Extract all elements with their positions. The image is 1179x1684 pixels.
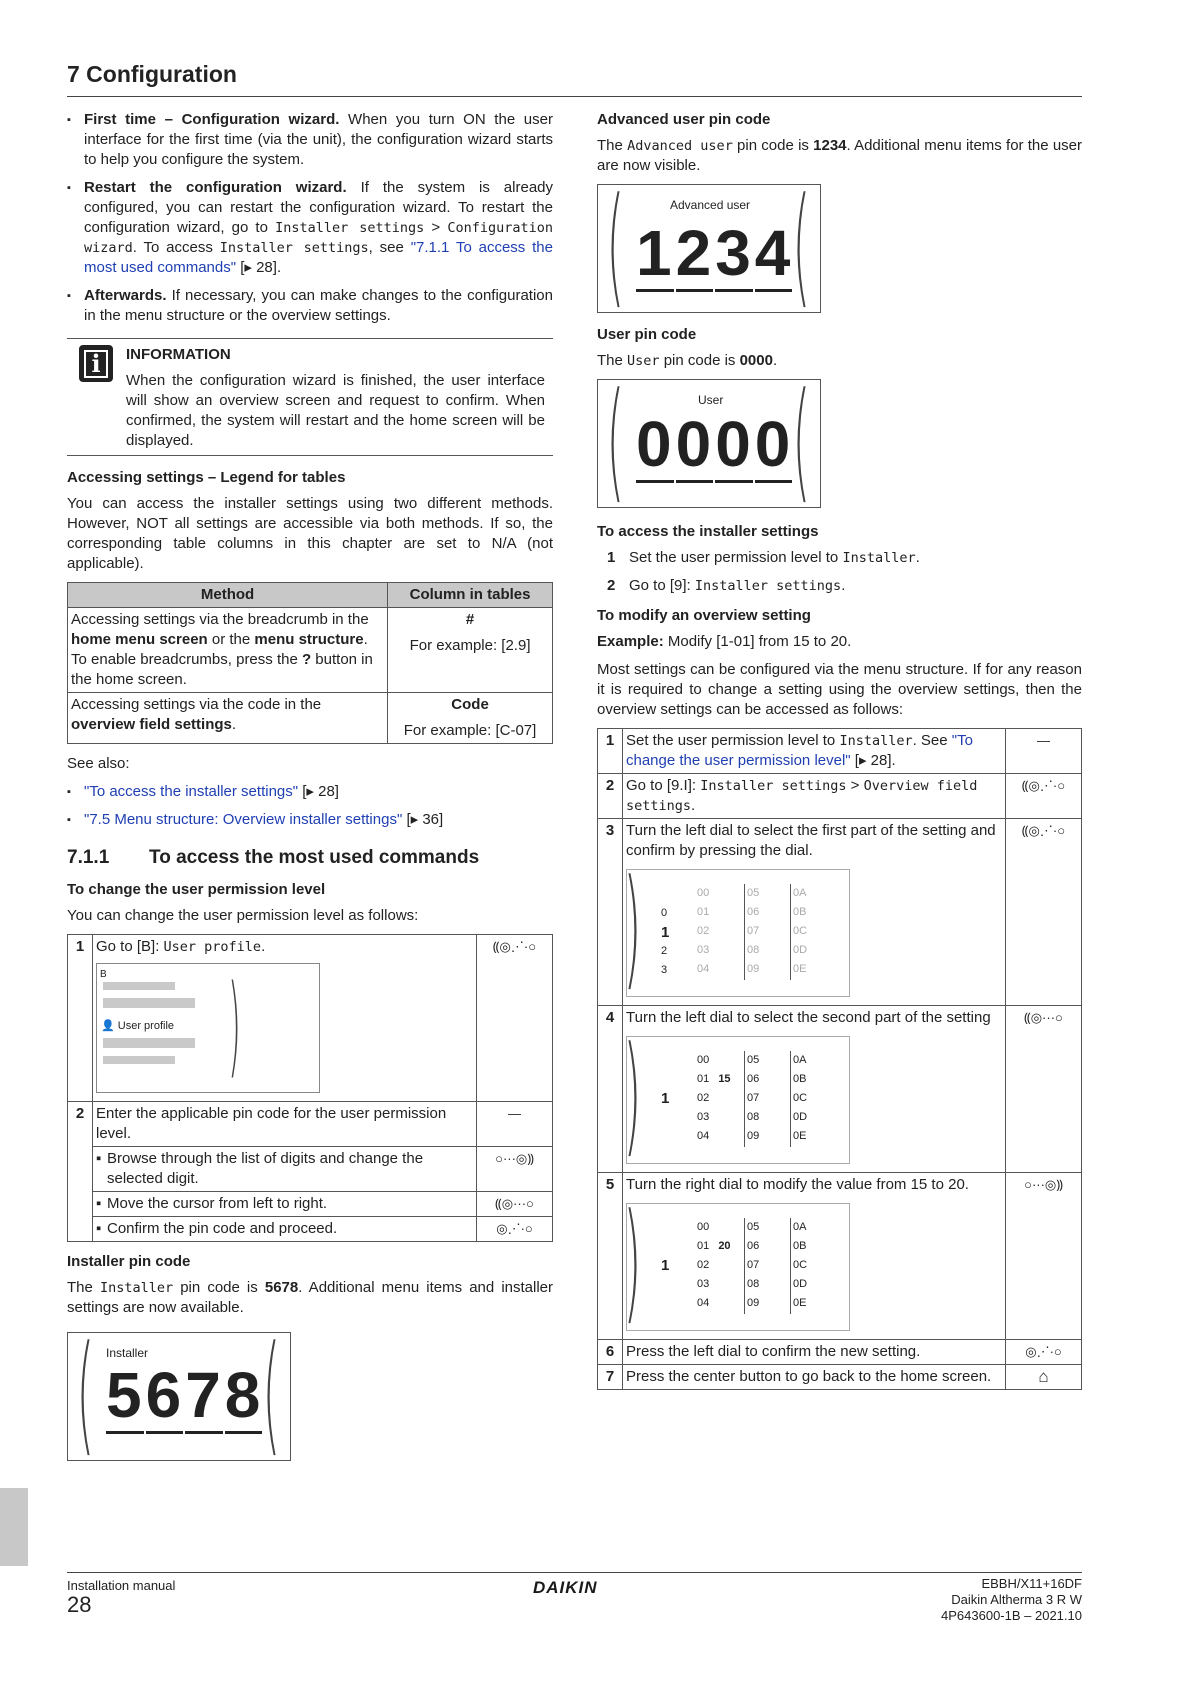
access-steps [597, 548, 1082, 596]
legend-header-method: Method [68, 583, 388, 608]
table-row: 6 Press the left dial to confirm the new setting. ◎⋰·○ [598, 1340, 1082, 1365]
page-number: 28 [67, 1592, 92, 1617]
table-row: 1 Set the user permission level to Installer. See "To change the user permission level" [▸ 28]. — [598, 729, 1082, 774]
page-title: 7 Configuration [67, 61, 237, 87]
table-row: ▪ Confirm the pin code and proceed. ◎⋰·○ [68, 1217, 553, 1242]
list-item: 2 Go to [9]: Installer settings. [607, 577, 846, 594]
see-also-list [67, 782, 553, 830]
footer-doc-info: EBBH/X11+16DF Daikin Altherma 3 R W 4P643600-1B – 2021.10 [941, 1576, 1082, 1623]
table-row: Accessing settings via the breadcrumb in the home menu screen or the menu structure. To enable breadcrumbs, press the ? button in the home screen. # For example: [2.9] [68, 608, 553, 693]
table-row: 3 Turn the left dial to select the first part of the setting and confirm by pressing the dial. ) 0 1 2 3 00 01 02 03 04 05 06 07 08 09 0A 0B 0C 0D 0E ⸨◎⋰·○ [598, 819, 1082, 1006]
list-item: ▪ First time – Configuration wizard. When you turn ON the user interface for the first time (via the unit), the configuration wizard starts to help you configure the system. [67, 110, 553, 170]
title-divider [67, 96, 1082, 97]
legend-intro: You can access the installer settings using two different methods. However, NOT all settings are accessible via both methods. If so, the corresponding table columns in this chapter are set to N/A (not applicable). [67, 495, 553, 572]
table-row: 5 Turn the right dial to modify the value from 15 to 20. ) 1 00 01 20 02 03 04 05 06 07 08 09 0A 0B 0C 0D 0E ○···◎⸩ [598, 1173, 1082, 1340]
modify-heading: To modify an overview setting [597, 607, 811, 624]
overview-steps-table [597, 728, 1082, 1390]
overview-grid-screen-1: ) 0 1 2 3 00 01 02 03 04 05 06 07 08 09 0A 0B 0C 0D 0E [626, 869, 850, 997]
modify-intro: Most settings can be configured via the menu structure. If for any reason it is required to change a setting using the overview settings, then the overview settings can be accessed as follows: [597, 661, 1082, 718]
table-row: 7 Press the center button to go back to the home screen. ⌂ [598, 1365, 1082, 1390]
brand-logo: DAIKIN [533, 1578, 598, 1597]
installer-pin-heading: Installer pin code [67, 1253, 191, 1270]
dial-icon: ○···◎⸩ [477, 1147, 553, 1192]
dial-icon: ◎⋰·○ [1006, 1340, 1082, 1365]
user-pin-screen: User ( 0000 ( [597, 379, 821, 508]
right-column: Advanced user pin code The Advanced user pin code is 1234. Additional menu items for the user are now visible. Advanced user ( 1234 ( User pin code The User pin code is 0000. User ( 0000 ( To access the installer settings 1 Set the user permission level to Installer. 2 Go to [9]: Installer settings. To modify an overview setting Example: Modify [1-01] from 15 to 20. Most settings can be configured via the menu structure. If for any reason it is required to change a setting using the overview settings, then the overview settings can be accessed as follows: 1 Set the user permission level to Installer. See "To change the user permission level" [▸ 28]. — 2 Go to [9.I]: Installer settings > Overview field settings. ⸨◎⋰·○ 3 Turn the left dial to select the first part of the setting and confirm by pressing the dial. ) 0 1 2 3 00 01 02 03 04 05 06 07 08 09 0A 0B 0C 0D 0E ⸨◎⋰·○ 4 Turn the left dial to select the second part of the setting ) 1 00 01 15 02 03 04 05 06 07 08 09 0A 0B 0C 0D 0E ⸨◎···○ 5 Turn the right dial to modify the value from 15 to 20. ) 1 00 01 20 02 03 04 05 06 07 08 09 0A 0B 0C 0D 0E ○···◎⸩ 6 Press the left dial to confirm the new setting. ◎⋰·○ 7 Press the center button to go back to the home screen. ⌂ [597, 110, 1082, 1390]
list-item: ▪ "To access the installer settings" [▸ 28] [67, 782, 553, 802]
table-row: ▪ Move the cursor from left to right. ⸨◎···○ [68, 1192, 553, 1217]
list-item: 1 Set the user permission level to Installer. [607, 549, 920, 566]
dial-icon: ⸨◎···○ [477, 1192, 553, 1217]
table-row: ▪ Browse through the list of digits and change the selected digit. ○···◎⸩ [68, 1147, 553, 1192]
chapter-tab [0, 1488, 28, 1566]
left-column: ▪ First time – Configuration wizard. When you turn ON the user interface for the first time (via the unit), the configuration wizard starts to help you configure the system. ▪ Restart the configuration wizard. If the system is already configured, you can restart the configuration wizard. To restart the configuration wizard, go to Installer settings > Configuration wizard. To access Installer settings, see "7.1.1 To access the most used commands" [▸ 28]. ▪ Afterwards. If necessary, you can make changes to the configuration in the menu structure or the overview settings. i INFORMATION When the configuration wizard is finished, the user interface will show an overview screen and request to confirm. When confirmed, the system will restart and the home screen will be displayed. Accessing settings – Legend for tables You can access the installer settings using two different methods. However, NOT all settings are accessible via both methods. If so, the corresponding table columns in this chapter are set to N/A (not applicable). Method Column in tables Accessing settings via the breadcrumb in the home menu screen or the menu structure. To enable breadcrumbs, press the ? button in the home screen. # For example: [2.9] Accessing settings via the code in the overview field settings. Code For example: [C-07] See also: ▪ "To access the installer settings" [▸ 28] ▪ "7.5 Menu structure: Overview installer settings" [▸ 36] 7.1.1 To access the most used commands To change the user permission level You can change the user permission level as follows: 1 Go to [B]: User profile. B 👤 User profile ) ⸨◎⋰·○ 2 Enter the applicable pin code for the user permission level. — ▪ Browse through the list of digits and change the selected digit. ○···◎⸩ ▪ Move the cursor from left to right. ⸨◎···○ ▪ Confirm the pin code and proceed. ◎⋰·○ Installer pin code The Installer pin code is 5678. Additional menu items and installer settings are now available. Installer ( 5678 ( [67, 110, 553, 1461]
link-menu-structure[interactable]: "7.5 Menu structure: Overview installer settings" [84, 811, 403, 828]
dial-icon: ⸨◎···○ [1006, 1006, 1082, 1173]
home-icon: ⌂ [1006, 1365, 1082, 1390]
permission-steps-table [67, 934, 553, 1242]
user-pin-heading: User pin code [597, 326, 697, 343]
legend-heading: Accessing settings – Legend for tables [67, 469, 346, 486]
table-row: 2 Enter the applicable pin code for the user permission level. — [68, 1102, 553, 1147]
access-heading: To access the installer settings [597, 523, 819, 540]
link-access-installer-settings[interactable]: "To access the installer settings" [84, 783, 299, 800]
pin-digits: 5678 [106, 1363, 264, 1427]
legend-table [67, 582, 553, 744]
link-most-used-commands[interactable]: "7.1.1 To access the most used commands" [84, 239, 553, 276]
footer-doc-type: Installation manual [67, 1578, 176, 1593]
subsection-heading: 7.1.1 To access the most used commands [67, 847, 480, 868]
footer-divider [67, 1572, 1082, 1573]
info-heading: INFORMATION [126, 346, 231, 363]
table-row: Accessing settings via the code in the overview field settings. Code For example: [C-07] [68, 693, 553, 744]
dial-icon: ○···◎⸩ [1006, 1173, 1082, 1340]
list-item: ▪ "7.5 Menu structure: Overview installer settings" [▸ 36] [67, 810, 553, 830]
overview-grid-screen-2: ) 1 00 01 15 02 03 04 05 06 07 08 09 0A 0B 0C 0D 0E [626, 1036, 850, 1164]
link-change-permission[interactable]: "To change the user permission level" [626, 732, 973, 769]
user-icon: 👤 [101, 1020, 115, 1032]
table-row: 1 Go to [B]: User profile. B 👤 User profile ) ⸨◎⋰·○ [68, 935, 553, 1102]
information-icon: i [79, 345, 113, 382]
list-item: ▪ Restart the configuration wizard. If the system is already configured, you can restart the configuration wizard. To restart the configuration wizard, go to Installer settings > Configuration wizard. To access Installer settings, see "7.1.1 To access the most used commands" [▸ 28]. [67, 178, 553, 278]
list-item: ▪ Afterwards. If necessary, you can make changes to the configuration in the menu structure or the overview settings. [67, 286, 553, 326]
dial-icon: ◎⋰·○ [477, 1217, 553, 1242]
installer-pin-screen: Installer ( 5678 ( [67, 1332, 291, 1461]
dial-icon: ⸨◎⋰·○ [1006, 774, 1082, 819]
user-profile-screen: B 👤 User profile ) [96, 963, 320, 1093]
user-profile-label: 👤 User profile [101, 1020, 175, 1032]
table-row: 2 Go to [9.I]: Installer settings > Overview field settings. ⸨◎⋰·○ [598, 774, 1082, 819]
table-row: 4 Turn the left dial to select the second part of the setting ) 1 00 01 15 02 03 04 05 06 07 08 09 0A 0B 0C 0D 0E ⸨◎···○ [598, 1006, 1082, 1173]
dial-icon: ⸨◎⋰·○ [477, 935, 553, 1102]
dial-icon: ⸨◎⋰·○ [1006, 819, 1082, 1006]
intro-bullets [67, 110, 553, 326]
see-also-label: See also: [67, 755, 130, 772]
overview-grid-screen-3: ) 1 00 01 20 02 03 04 05 06 07 08 09 0A 0B 0C 0D 0E [626, 1203, 850, 1331]
information-box [67, 338, 553, 456]
adv-pin-heading: Advanced user pin code [597, 111, 771, 128]
advanced-user-pin-screen: Advanced user ( 1234 ( [597, 184, 821, 313]
info-text: When the configuration wizard is finished, the user interface will show an overview screen and request to confirm. When confirmed, the system will restart and the home screen will be displayed. [126, 372, 545, 449]
perm-intro: You can change the user permission level as follows: [67, 907, 419, 924]
legend-header-column: Column in tables [388, 583, 553, 608]
perm-heading: To change the user permission level [67, 881, 326, 898]
